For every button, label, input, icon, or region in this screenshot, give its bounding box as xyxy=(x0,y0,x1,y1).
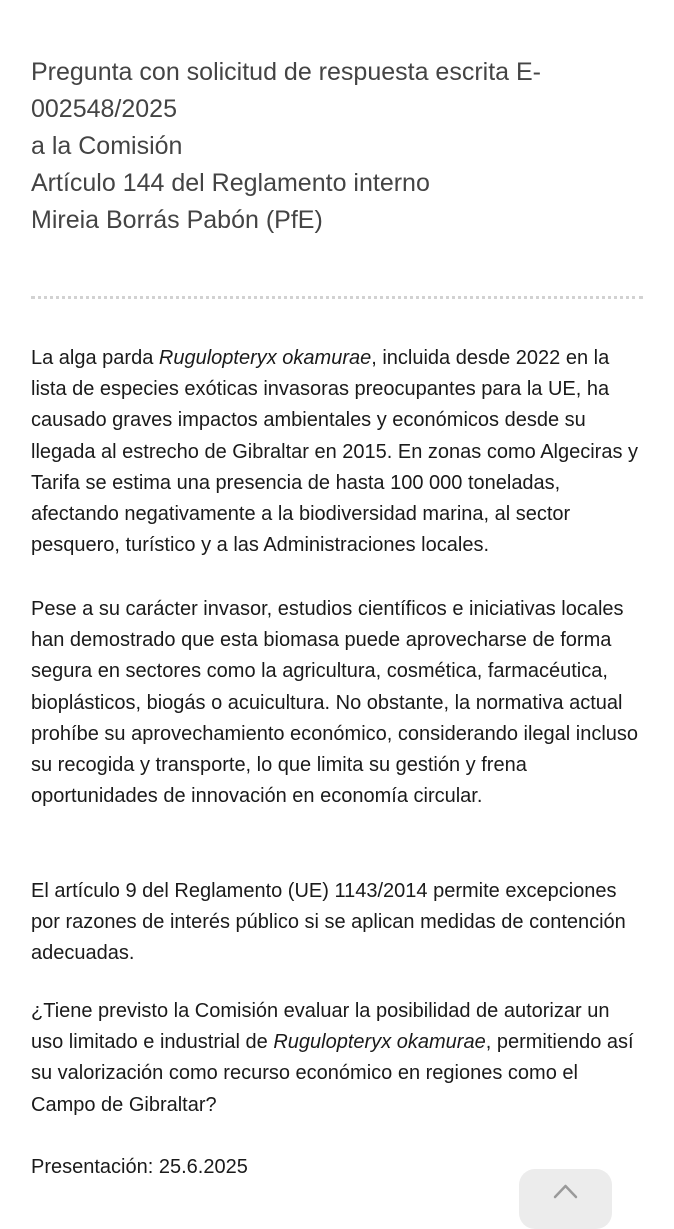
question-intro: ¿Tiene previsto la Comisión evaluar la posibilidad de autorizar un uso limitado e industrial de xyxy=(31,1000,610,1054)
question-paragraph xyxy=(31,996,643,1121)
header-reference-number: 002548/2025 xyxy=(31,95,177,123)
paragraph-3: El artículo 9 del Reglamento (UE) 1143/2014 permite excepciones por razones de interés público si se aplican medidas de contención adecuadas. xyxy=(31,880,626,965)
scroll-up-icon xyxy=(551,1179,580,1201)
paragraph-1-rest: , incluida desde 2022 en la lista de especies exóticas invasoras preocupantes para la UE, ha causado graves impactos ambientales y económicos desde su llegada al estrecho de Gibraltar en 2015. En zonas como Algeciras y Tarifa se estima una presencia de hasta 100 000 toneladas, afectando negativamente a la biodiversidad marina, al sector pesquero, turístico y a las Administraciones locales. xyxy=(31,347,639,557)
paragraph-2: Pese a su carácter invasor, estudios científicos e iniciativas locales han demostrado que esta biomasa puede aprovecharse de forma segura en sectores como la agricultura, cosmética, farmacéutica, bioplásticos, biogás o acuicultura. No obstante, la normativa actual prohíbe su aprovechamiento económico, considerando ilegal incluso su recogida y transporte, lo que limita su gestión y frena oportunidades de innovación en economía circular. xyxy=(31,598,639,808)
species-name: Rugulopteryx okamurae xyxy=(158,347,372,369)
dotted-divider xyxy=(31,296,643,299)
paragraph-1 xyxy=(31,343,643,561)
question-header xyxy=(31,54,641,239)
scroll-up-button[interactable] xyxy=(519,1169,612,1229)
presentation-date: Presentación: 25.6.2025 xyxy=(31,1156,248,1178)
paragraph-1-intro: La alga parda xyxy=(31,347,159,369)
header-author: Mireia Borrás Pabón (PfE) xyxy=(31,206,323,234)
species-name: Rugulopteryx okamurae xyxy=(273,1031,486,1054)
header-rule-reference: Artículo 144 del Reglamento interno xyxy=(31,169,430,197)
header-title-line: Pregunta con solicitud de respuesta escrita E- xyxy=(31,58,541,86)
header-addressee: a la Comisión xyxy=(31,132,183,160)
question-rest: , permitiendo así su valorización como recurso económico en regiones como el Campo de Gibraltar? xyxy=(31,1031,634,1116)
